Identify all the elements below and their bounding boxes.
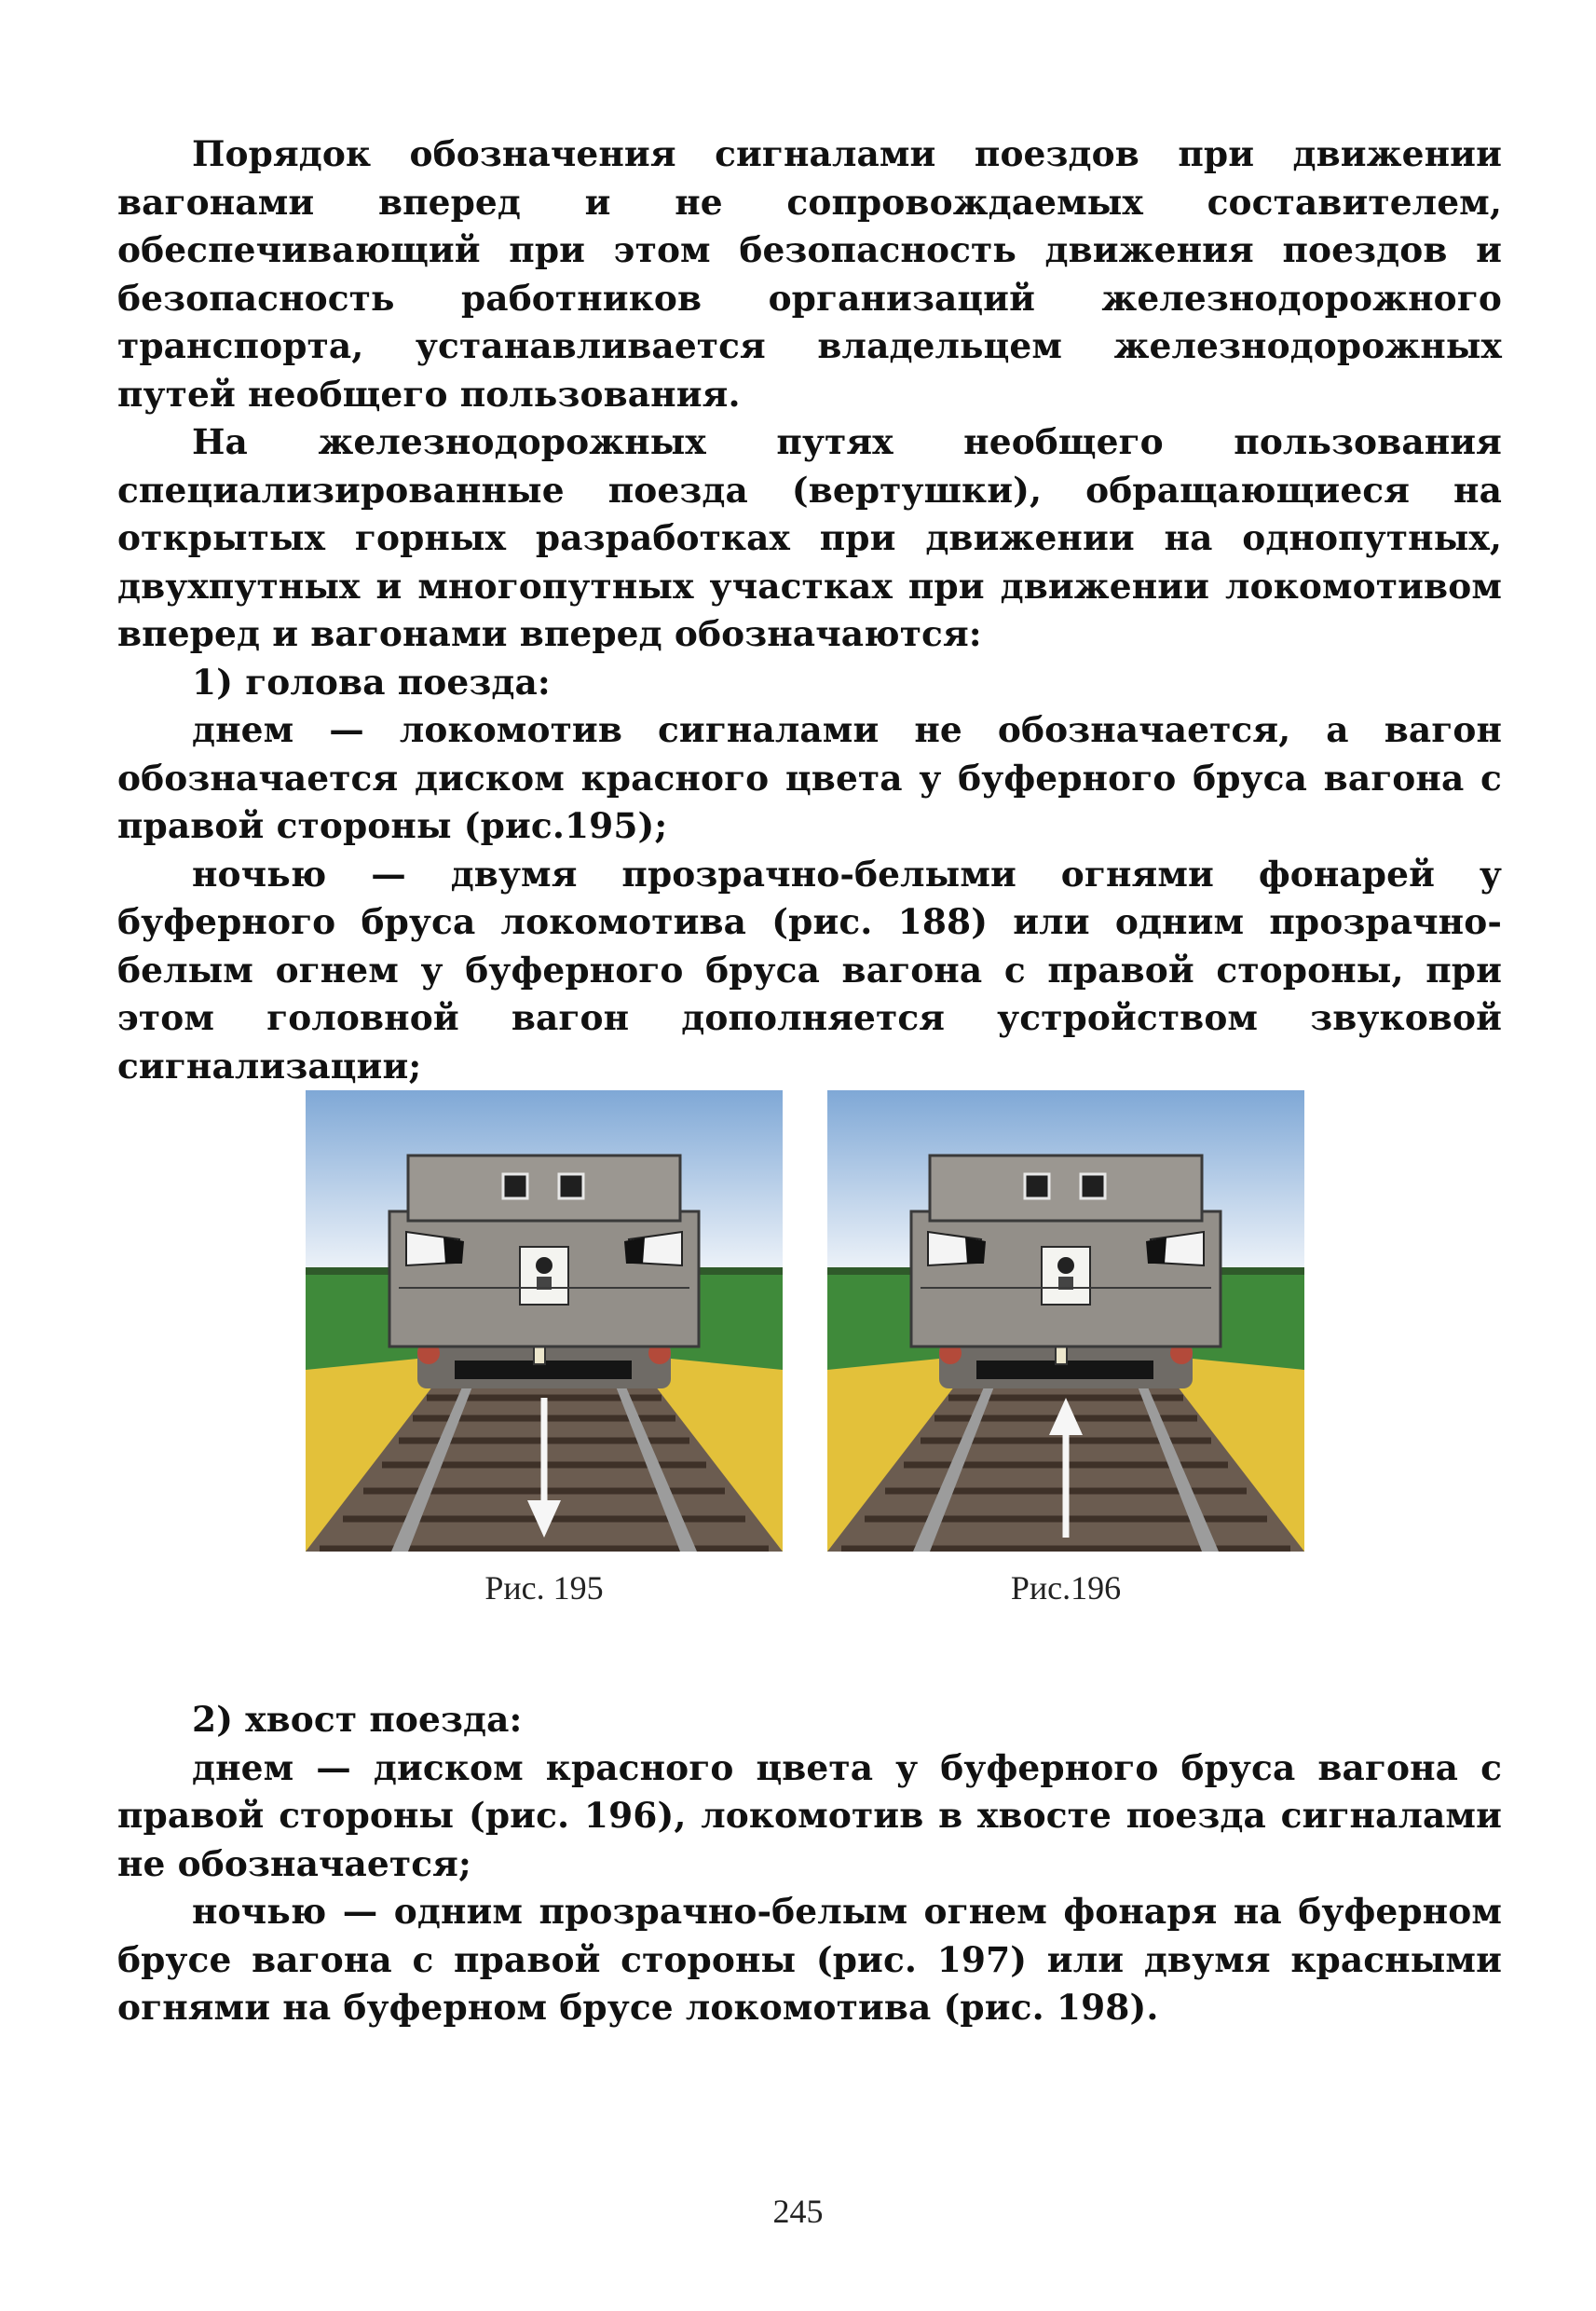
paragraph: Порядок обозначения сигналами поездов при движении вагонами вперед и не сопровождаемых составителем, обеспечивающий при этом безопасность движения поездов и безопасность работников организаций железнодорожного транспорта, устанавливается владельцем железнодорожных путей необщего пользования. xyxy=(117,133,1502,415)
paragraph: днем — диском красного цвета у буферного бруса вагона с правой стороны (рис. 196), локомотив в хвосте поезда сигналами не обозначается; xyxy=(117,1746,1502,1884)
body-text-top xyxy=(117,130,1502,1090)
paragraph: 2) хвост поезда: xyxy=(192,1699,523,1740)
paragraph: ночью — одним прозрачно-белым огнем фонаря на буферном брусе вагона с правой стороны (рис. 197) или двумя красными огнями на буферном брусе локомотива (рис. 198). xyxy=(117,1891,1502,2028)
paragraph: 1) голова поезда: xyxy=(192,661,551,703)
figure-caption: Рис.196 xyxy=(1010,1569,1122,1607)
paragraph: днем — локомотив сигналами не обозначается, а вагон обозначается диском красного цвета у буферного бруса вагона с правой стороны (рис.195); xyxy=(117,709,1502,846)
figure-caption: Рис. 195 xyxy=(484,1569,604,1607)
page-number: 245 xyxy=(772,2193,824,2230)
paragraph: На железнодорожных путях необщего пользования специализированные поезда (вертушки), обращающиеся на открытых горных разработках при движении на однопутных, двухпутных и многопутных участках при движении локомотивом вперед и вагонами вперед обозначаются: xyxy=(117,421,1502,654)
body-text-bottom xyxy=(117,1696,1502,2032)
paragraph: ночью — двумя прозрачно-белыми огнями фонарей у буферного бруса локомотива (рис. 188) или одним прозрачно-белым огнем у буферного бруса вагона с правой стороны, при этом головной вагон дополняется устройством звуковой сигнализации; xyxy=(117,853,1502,1087)
figure-195-illustration xyxy=(306,1090,783,1552)
figure-196-illustration xyxy=(827,1090,1304,1552)
